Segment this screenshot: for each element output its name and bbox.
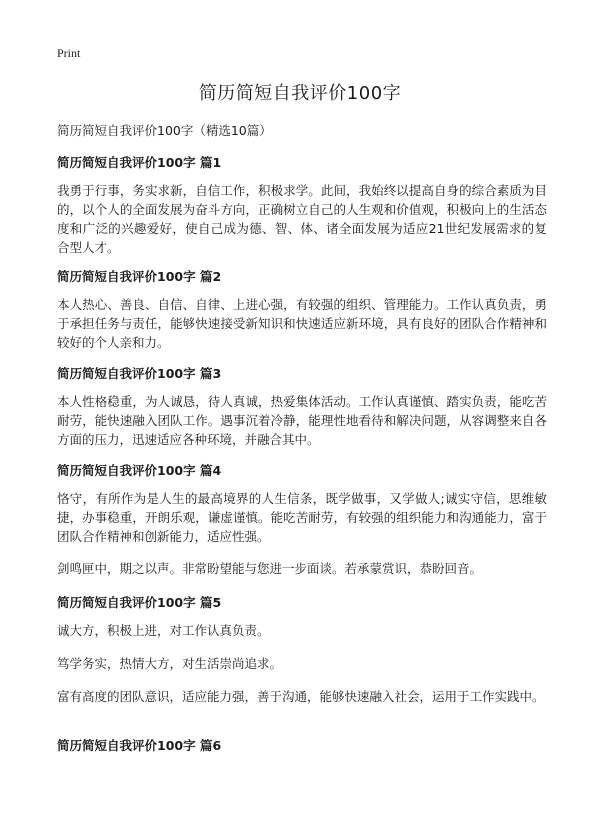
- section-2-paragraph-1: 本人热心、善良、自信、自律、上进心强，有较强的组织、管理能力。工作认真负责，勇于承担任务与责任，能够快速接受新知识和快速适应新环境，具有良好的团队合作精神和较好的个人亲和力。: [57, 297, 547, 350]
- section-heading-1: 简历简短自我评价100字 篇1: [57, 155, 222, 170]
- section-heading-5: 简历简短自我评价100字 篇5: [57, 595, 222, 610]
- section-5-paragraph-3: 富有高度的团队意识，适应能力强，善于沟通，能够快速融入社会，运用于工作实践中。: [57, 689, 545, 704]
- section-3-paragraph-1: 本人性格稳重，为人诚恳，待人真诚，热爱集体活动。工作认真谨慎、踏实负责，能吃苦耐劳，能快速融入团队工作。遇事沉着冷静，能理性地看待和解决问题，从容调整来自各方面的压力，迅速适应各种环境，并融合其中。: [57, 394, 547, 447]
- section-heading-2: 简历简短自我评价100字 篇2: [57, 269, 222, 284]
- section-heading-6: 简历简短自我评价100字 篇6: [57, 738, 222, 753]
- print-link[interactable]: Print: [57, 46, 81, 60]
- section-5-paragraph-2: 笃学务实，热情大方，对生活崇尚追求。: [57, 656, 283, 671]
- section-1-paragraph-1: 我勇于行事，务实求新，自信工作，积极求学。此间，我始终以提高自身的综合素质为目的，以个人的全面发展为奋斗方向，正确树立自己的人生观和价值观，积极向上的生活态度和广泛的兴趣爱好，使自己成为德、智、体、诸全面发展为适应21世纪发展需求的复合型人才。: [57, 183, 547, 255]
- page-subtitle: 简历简短自我评价100字（精选10篇）: [57, 123, 272, 138]
- section-4-paragraph-1: 恪守，有所作为是人生的最高境界的人生信条，既学做事，又学做人;诚实守信，思维敏捷，办事稳重，开朗乐观，谦虚谨慎。能吃苦耐劳，有较强的组织能力和沟通能力，富于团队合作精神和创新能力，适应性强。: [57, 491, 547, 544]
- section-heading-4: 简历简短自我评价100字 篇4: [57, 463, 222, 478]
- page-title: 简历简短自我评价100字: [198, 83, 402, 104]
- section-heading-3: 简历简短自我评价100字 篇3: [57, 366, 222, 381]
- section-4-paragraph-2: 剑鸣匣中，期之以声。非常盼望能与您进一步面谈。若承蒙赏识，恭盼回音。: [57, 561, 483, 576]
- section-5-paragraph-1: 诚大方，积极上进，对工作认真负责。: [57, 623, 270, 638]
